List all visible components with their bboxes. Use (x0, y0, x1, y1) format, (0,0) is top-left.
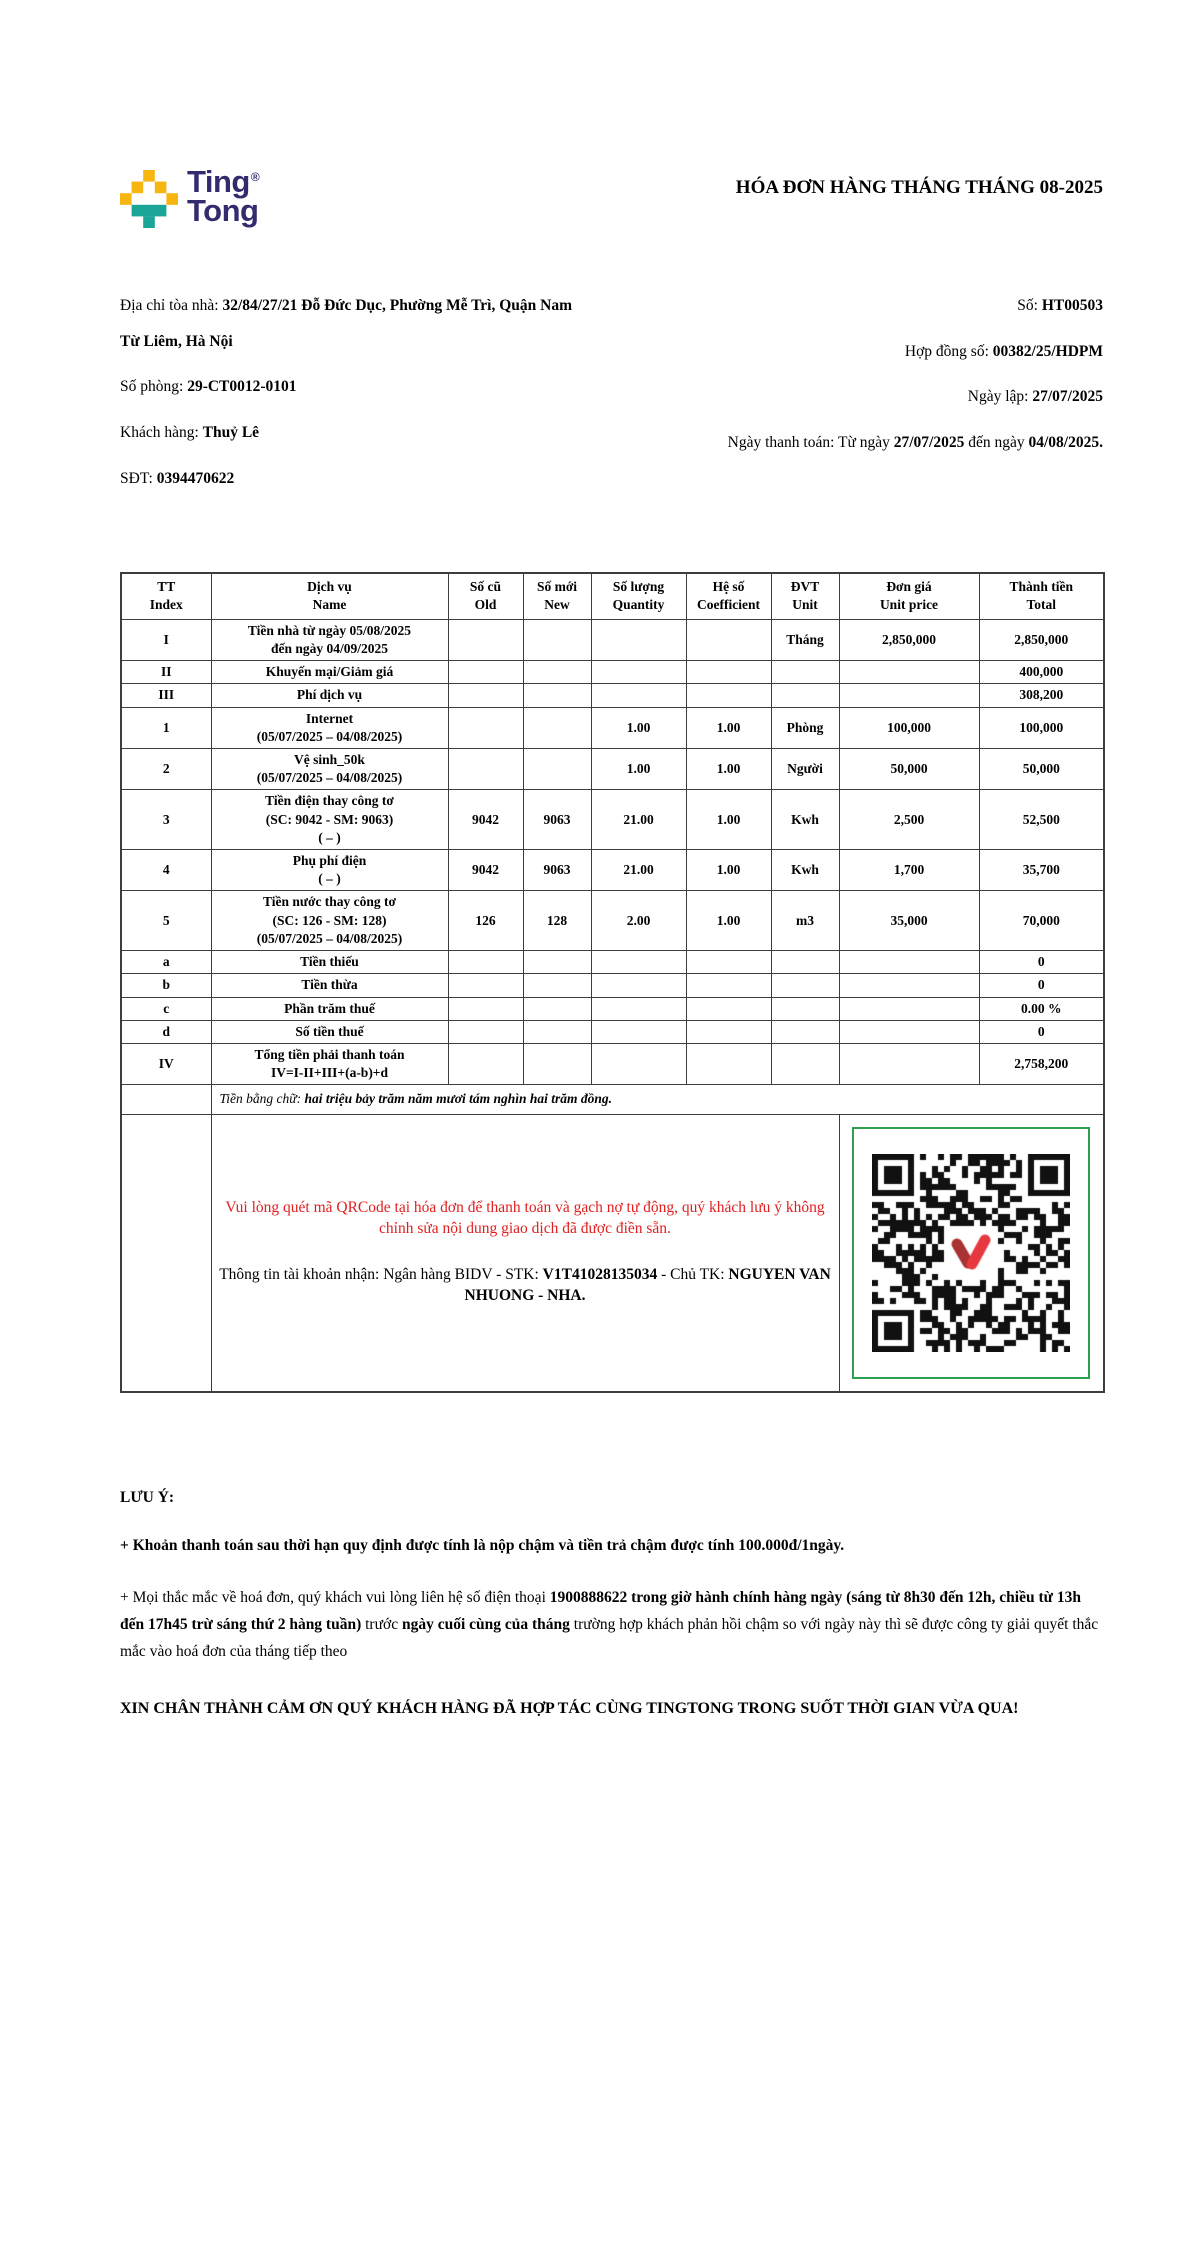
header-row (121, 573, 1104, 619)
column-header: Dịch vụ Name (211, 573, 448, 619)
cell-price (839, 1044, 979, 1085)
charges-table-head (121, 573, 1104, 619)
cell-qty (591, 684, 686, 707)
table-row (121, 850, 1104, 891)
cell-name: Phần trăm thuế (211, 997, 448, 1020)
cell-old (448, 619, 523, 660)
cell-old (448, 661, 523, 684)
table-row (121, 974, 1104, 997)
cell-total: 0 (979, 974, 1104, 997)
column-header: Thành tiền Total (979, 573, 1104, 619)
customer-phone: SĐT: 0394470622 (120, 469, 235, 487)
cell-qty: 1.00 (591, 748, 686, 789)
cell-new (523, 661, 591, 684)
cell-old (448, 748, 523, 789)
thank-you-message: XIN CHÂN THÀNH CẢM ƠN QUÝ KHÁCH HÀNG ĐÃ HỢP TÁC CÙNG TINGTONG TRONG SUỐT THỜI GIAN VỪA QUA! (120, 1700, 1019, 1718)
tingtong-logo-text (187, 164, 260, 228)
cell-old (448, 1020, 523, 1043)
qr-warning-text: Vui lòng quét mã QRCode tại hóa đơn để thanh toán và gạch nợ tự động, quý khách lưu ý không chỉnh sửa nội dung giao dịch đã được điền sẵn. (225, 1199, 825, 1238)
cell-tt: b (121, 974, 211, 997)
footer-notes (120, 1489, 1103, 1724)
cell-tt: d (121, 1020, 211, 1043)
cell-old (448, 707, 523, 748)
cell-coef: 1.00 (686, 707, 771, 748)
column-header: TT Index (121, 573, 211, 619)
cell-new: 128 (523, 891, 591, 951)
cell-qty (591, 1044, 686, 1085)
cell-qty (591, 661, 686, 684)
cell-old: 9042 (448, 790, 523, 850)
cell-unit: Phòng (771, 707, 839, 748)
column-header: ĐVT Unit (771, 573, 839, 619)
cell-name: Tổng tiền phải thanh toán IV=I-II+III+(a-b)+d (211, 1044, 448, 1085)
notes-title: LƯU Ý: (120, 1488, 175, 1506)
qr-code-frame (852, 1127, 1090, 1379)
cell-new (523, 619, 591, 660)
cell-qty (591, 974, 686, 997)
qr-code-cell (839, 1114, 1104, 1392)
bank-account-info: Thông tin tài khoản nhận: Ngân hàng BIDV - STK: V1T41028135034 - Chủ TK: NGUYEN VAN NHUONG - NHA. (219, 1266, 831, 1305)
cell-name: Khuyến mại/Giảm giá (211, 661, 448, 684)
cell-total: 0 (979, 951, 1104, 974)
cell-new: 9063 (523, 790, 591, 850)
cell-tt: 2 (121, 748, 211, 789)
table-row (121, 951, 1104, 974)
cell-tt: 3 (121, 790, 211, 850)
cell-qty (591, 619, 686, 660)
cell-new (523, 684, 591, 707)
cell-price: 100,000 (839, 707, 979, 748)
cell-tt: II (121, 661, 211, 684)
cell-unit: m3 (771, 891, 839, 951)
cell-old: 9042 (448, 850, 523, 891)
tingtong-logo-icon (120, 170, 178, 228)
cell-tt: IV (121, 1044, 211, 1085)
cell-price (839, 684, 979, 707)
cell-price: 35,000 (839, 891, 979, 951)
contract-number: Hợp đồng số: 00382/25/HDPM (904, 342, 1103, 360)
cell-empty (121, 1085, 211, 1114)
table-row (121, 684, 1104, 707)
cell-coef: 1.00 (686, 850, 771, 891)
cell-name: Số tiền thuế (211, 1020, 448, 1043)
cell-coef (686, 974, 771, 997)
cell-empty (121, 1114, 211, 1392)
cell-name: Phí dịch vụ (211, 684, 448, 707)
cell-unit: Kwh (771, 790, 839, 850)
table-row (121, 1020, 1104, 1043)
cell-qty: 2.00 (591, 891, 686, 951)
qr-payment-row (121, 1114, 1104, 1392)
cell-old (448, 684, 523, 707)
invoice-number: Số: HT00503 (1017, 297, 1103, 314)
cell-tt: a (121, 951, 211, 974)
cell-price (839, 951, 979, 974)
payment-period: Ngày thanh toán: Từ ngày 27/07/2025 đến ngày 04/08/2025. (727, 433, 1103, 451)
table-row (121, 790, 1104, 850)
column-header: Đơn giá Unit price (839, 573, 979, 619)
column-header: Hệ số Coefficient (686, 573, 771, 619)
cell-qty (591, 997, 686, 1020)
cell-unit (771, 661, 839, 684)
cell-price: 50,000 (839, 748, 979, 789)
cell-total: 35,700 (979, 850, 1104, 891)
cell-unit: Người (771, 748, 839, 789)
cell-coef: 1.00 (686, 790, 771, 850)
invoice-info-left (120, 288, 588, 506)
issue-date: Ngày lập: 27/07/2025 (967, 388, 1103, 406)
cell-total: 100,000 (979, 707, 1104, 748)
cell-qty: 21.00 (591, 790, 686, 850)
cell-total: 52,500 (979, 790, 1104, 850)
cell-old (448, 997, 523, 1020)
invoice-info-right (703, 288, 1103, 506)
registered-mark-icon: ® (250, 169, 260, 184)
table-row (121, 661, 1104, 684)
building-address: Địa chỉ tòa nhà: 32/84/27/21 Đỗ Đức Dục, Phường Mễ Trì, Quận Nam Từ Liêm, Hà Nội (120, 297, 572, 350)
cell-price: 2,500 (839, 790, 979, 850)
cell-tt: 4 (121, 850, 211, 891)
cell-coef (686, 684, 771, 707)
cell-qty: 1.00 (591, 707, 686, 748)
cell-old (448, 974, 523, 997)
amount-in-words: Tiền bằng chữ: hai triệu bảy trăm năm mươi tám nghìn hai trăm đồng. (211, 1085, 1104, 1114)
cell-qty (591, 951, 686, 974)
cell-name: Tiền điện thay công tơ (SC: 9042 - SM: 9063) ( – ) (211, 790, 448, 850)
cell-new (523, 951, 591, 974)
cell-name: Tiền nước thay công tơ (SC: 126 - SM: 128) (05/07/2025 – 04/08/2025) (211, 891, 448, 951)
cell-coef: 1.00 (686, 748, 771, 789)
logo-word-ting: Ting (187, 164, 250, 199)
logo-word-tong: Tong (187, 192, 259, 228)
column-header: Số lượng Quantity (591, 573, 686, 619)
cell-new (523, 997, 591, 1020)
column-header: Số mới New (523, 573, 591, 619)
tingtong-logo (120, 164, 260, 228)
cell-new (523, 748, 591, 789)
invoice-info (120, 288, 1103, 506)
cell-coef (686, 997, 771, 1020)
cell-unit: Tháng (771, 619, 839, 660)
payment-instructions-cell (211, 1114, 839, 1392)
cell-new (523, 974, 591, 997)
cell-coef: 1.00 (686, 891, 771, 951)
cell-qty (591, 1020, 686, 1043)
cell-old (448, 951, 523, 974)
vietqr-code (872, 1154, 1070, 1352)
cell-unit (771, 684, 839, 707)
hotline-note: + Mọi thắc mắc về hoá đơn, quý khách vui lòng liên hệ số điện thoại 1900888622 trong giờ hành chính hàng ngày (sáng từ 8h30 đến 12h, chiều từ 13h đến 17h45 trừ sáng thứ 2 hàng tuần) trước ngày cuối cùng của tháng trường hợp khách phản hồi chậm so với ngày này thì sẽ được công ty giải quyết thắc mắc vào hoá đơn của tháng tiếp theo (120, 1589, 1099, 1660)
cell-new: 9063 (523, 850, 591, 891)
invoice-title: HÓA ĐƠN HÀNG THÁNG THÁNG 08-2025 (735, 177, 1103, 198)
charges-table (120, 572, 1105, 1392)
table-row (121, 997, 1104, 1020)
cell-total: 70,000 (979, 891, 1104, 951)
cell-total: 400,000 (979, 661, 1104, 684)
customer-name: Khách hàng: Thuỷ Lê (120, 423, 260, 441)
cell-unit: Kwh (771, 850, 839, 891)
cell-price (839, 1020, 979, 1043)
cell-price (839, 974, 979, 997)
cell-name: Vệ sinh_50k (05/07/2025 – 04/08/2025) (211, 748, 448, 789)
cell-price: 1,700 (839, 850, 979, 891)
table-row (121, 1044, 1104, 1085)
cell-name: Tiền thừa (211, 974, 448, 997)
cell-new (523, 1020, 591, 1043)
cell-price (839, 997, 979, 1020)
late-payment-note: + Khoản thanh toán sau thời hạn quy định được tính là nộp chậm và tiền trả chậm được tính 100.000đ/1ngày. (120, 1536, 845, 1554)
cell-total: 308,200 (979, 684, 1104, 707)
table-row (121, 707, 1104, 748)
cell-unit (771, 1044, 839, 1085)
cell-unit (771, 974, 839, 997)
table-row (121, 619, 1104, 660)
cell-unit (771, 997, 839, 1020)
cell-price (839, 661, 979, 684)
cell-new (523, 1044, 591, 1085)
room-number: Số phòng: 29-CT0012-0101 (120, 378, 297, 396)
charges-table-body (121, 619, 1104, 1085)
cell-old (448, 1044, 523, 1085)
cell-total: 2,850,000 (979, 619, 1104, 660)
cell-price: 2,850,000 (839, 619, 979, 660)
cell-coef (686, 619, 771, 660)
cell-tt: I (121, 619, 211, 660)
cell-unit (771, 951, 839, 974)
cell-name: Phụ phí điện ( – ) (211, 850, 448, 891)
cell-tt: c (121, 997, 211, 1020)
cell-new (523, 707, 591, 748)
cell-tt: 1 (121, 707, 211, 748)
table-row (121, 748, 1104, 789)
cell-tt: 5 (121, 891, 211, 951)
cell-unit (771, 1020, 839, 1043)
cell-total: 2,758,200 (979, 1044, 1104, 1085)
column-header: Số cũ Old (448, 573, 523, 619)
cell-name: Internet (05/07/2025 – 04/08/2025) (211, 707, 448, 748)
cell-total: 0.00 % (979, 997, 1104, 1020)
cell-total: 0 (979, 1020, 1104, 1043)
amount-in-words-row (121, 1085, 1104, 1114)
cell-coef (686, 661, 771, 684)
cell-total: 50,000 (979, 748, 1104, 789)
cell-name: Tiền nhà từ ngày 05/08/2025 đến ngày 04/09/2025 (211, 619, 448, 660)
cell-name: Tiền thiếu (211, 951, 448, 974)
table-row (121, 891, 1104, 951)
cell-coef (686, 1044, 771, 1085)
cell-coef (686, 951, 771, 974)
invoice-header (120, 164, 1103, 228)
cell-old: 126 (448, 891, 523, 951)
cell-qty: 21.00 (591, 850, 686, 891)
cell-coef (686, 1020, 771, 1043)
cell-tt: III (121, 684, 211, 707)
